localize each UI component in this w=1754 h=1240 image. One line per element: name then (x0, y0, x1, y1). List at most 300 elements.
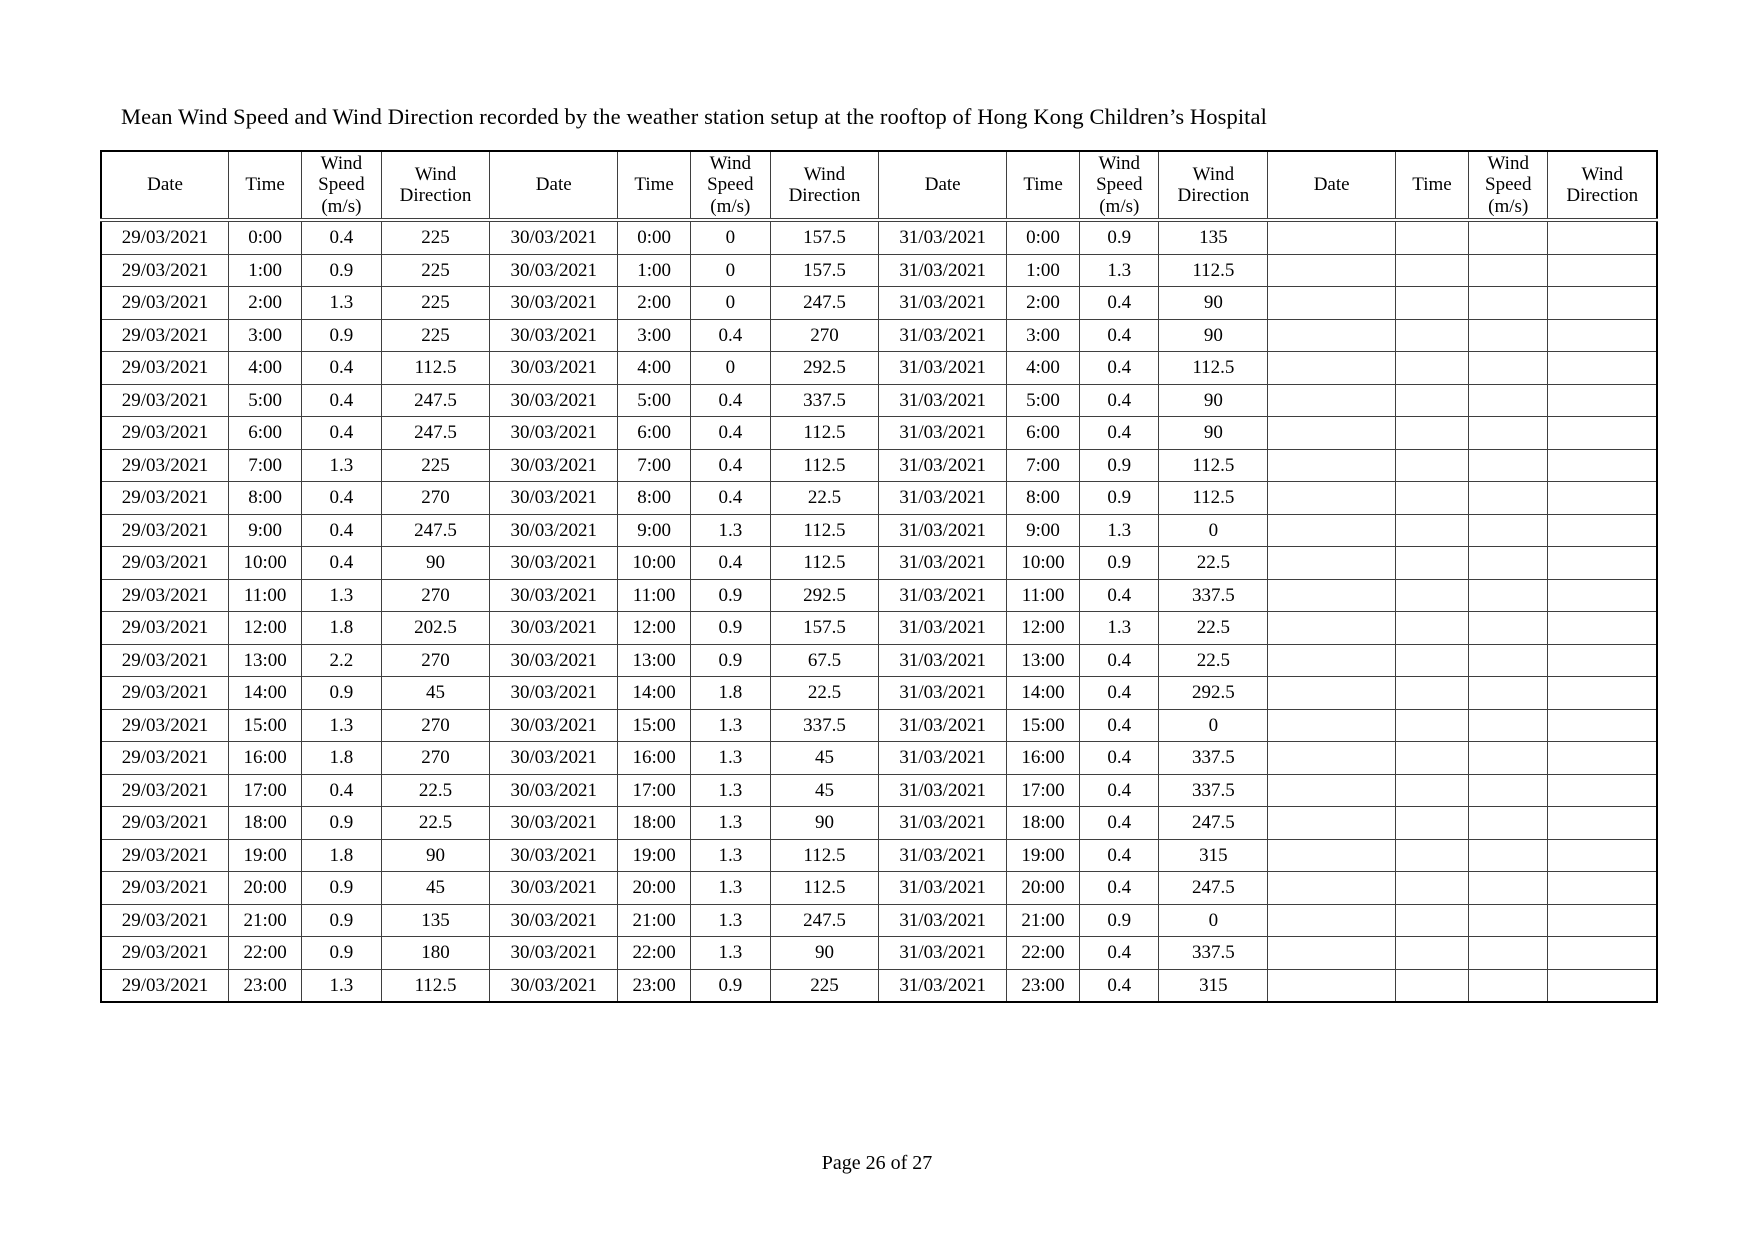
cell-speed: 1.3 (302, 709, 381, 742)
cell-direction: 112.5 (770, 417, 879, 450)
cell-direction (1548, 449, 1657, 482)
cell-speed: 0.9 (302, 807, 381, 840)
cell-date: 31/03/2021 (879, 417, 1007, 450)
cell-date: 31/03/2021 (879, 352, 1007, 385)
cell-date: 31/03/2021 (879, 254, 1007, 287)
cell-speed (1469, 352, 1548, 385)
cell-direction: 180 (381, 937, 490, 970)
table-row (101, 742, 1657, 775)
cell-date: 29/03/2021 (101, 319, 229, 352)
cell-date: 30/03/2021 (490, 417, 618, 450)
cell-date: 29/03/2021 (101, 677, 229, 710)
cell-date: 29/03/2021 (101, 449, 229, 482)
cell-time: 2:00 (1006, 287, 1079, 320)
cell-direction: 337.5 (770, 709, 879, 742)
column-header: Time (1395, 151, 1468, 220)
cell-time: 8:00 (618, 482, 691, 515)
cell-speed: 0.9 (302, 872, 381, 905)
cell-speed: 0.4 (302, 482, 381, 515)
cell-date (1268, 579, 1396, 612)
table-row (101, 547, 1657, 580)
cell-speed: 0.9 (1080, 482, 1159, 515)
cell-speed (1469, 774, 1548, 807)
cell-time: 2:00 (229, 287, 302, 320)
cell-time: 3:00 (1006, 319, 1079, 352)
cell-date: 31/03/2021 (879, 937, 1007, 970)
cell-direction: 45 (770, 774, 879, 807)
cell-direction (1548, 774, 1657, 807)
cell-date (1268, 319, 1396, 352)
cell-speed: 0.4 (302, 384, 381, 417)
cell-time: 1:00 (229, 254, 302, 287)
cell-time (1395, 872, 1468, 905)
cell-speed (1469, 644, 1548, 677)
column-header: Date (879, 151, 1007, 220)
table-row (101, 579, 1657, 612)
cell-direction: 0 (1159, 904, 1268, 937)
cell-time: 14:00 (618, 677, 691, 710)
cell-time: 4:00 (229, 352, 302, 385)
cell-time: 13:00 (618, 644, 691, 677)
cell-direction: 112.5 (770, 449, 879, 482)
cell-time: 20:00 (1006, 872, 1079, 905)
column-header: Wind Direction (381, 151, 490, 220)
cell-speed: 0 (691, 254, 770, 287)
cell-date: 29/03/2021 (101, 352, 229, 385)
cell-time: 1:00 (1006, 254, 1079, 287)
cell-date (1268, 547, 1396, 580)
cell-date: 30/03/2021 (490, 904, 618, 937)
cell-date: 31/03/2021 (879, 774, 1007, 807)
cell-time: 7:00 (618, 449, 691, 482)
cell-time (1395, 839, 1468, 872)
cell-time: 18:00 (618, 807, 691, 840)
cell-time (1395, 352, 1468, 385)
cell-direction (1548, 612, 1657, 645)
cell-time: 15:00 (229, 709, 302, 742)
cell-time: 23:00 (618, 969, 691, 1002)
cell-time: 16:00 (229, 742, 302, 775)
cell-date: 30/03/2021 (490, 220, 618, 254)
cell-time: 5:00 (618, 384, 691, 417)
cell-date: 29/03/2021 (101, 579, 229, 612)
cell-time: 17:00 (618, 774, 691, 807)
cell-time: 14:00 (1006, 677, 1079, 710)
cell-speed: 1.3 (302, 449, 381, 482)
cell-time (1395, 774, 1468, 807)
cell-direction: 45 (770, 742, 879, 775)
cell-speed: 1.3 (691, 839, 770, 872)
cell-time: 5:00 (1006, 384, 1079, 417)
cell-direction: 112.5 (1159, 254, 1268, 287)
cell-direction: 112.5 (1159, 352, 1268, 385)
cell-time: 20:00 (618, 872, 691, 905)
cell-direction (1548, 839, 1657, 872)
cell-date: 30/03/2021 (490, 287, 618, 320)
cell-speed (1469, 937, 1548, 970)
cell-time: 21:00 (229, 904, 302, 937)
cell-direction: 22.5 (770, 677, 879, 710)
cell-speed: 0.4 (1080, 677, 1159, 710)
cell-direction: 270 (770, 319, 879, 352)
cell-speed: 1.8 (302, 839, 381, 872)
cell-date: 31/03/2021 (879, 482, 1007, 515)
cell-time: 16:00 (618, 742, 691, 775)
cell-date: 30/03/2021 (490, 449, 618, 482)
cell-date: 31/03/2021 (879, 220, 1007, 254)
cell-speed (1469, 254, 1548, 287)
cell-date (1268, 482, 1396, 515)
table-row (101, 417, 1657, 450)
cell-date: 29/03/2021 (101, 612, 229, 645)
cell-date (1268, 417, 1396, 450)
cell-time: 11:00 (1006, 579, 1079, 612)
cell-date: 30/03/2021 (490, 839, 618, 872)
cell-date: 31/03/2021 (879, 449, 1007, 482)
cell-time: 19:00 (618, 839, 691, 872)
cell-time: 6:00 (618, 417, 691, 450)
cell-date: 29/03/2021 (101, 254, 229, 287)
cell-date (1268, 937, 1396, 970)
cell-direction: 112.5 (770, 547, 879, 580)
cell-speed: 0.4 (302, 220, 381, 254)
table-row (101, 677, 1657, 710)
column-header: Wind Speed (m/s) (1469, 151, 1548, 220)
page-number: Page 26 of 27 (821, 1152, 933, 1174)
table-row (101, 514, 1657, 547)
cell-direction (1548, 579, 1657, 612)
table-row (101, 254, 1657, 287)
cell-direction (1548, 220, 1657, 254)
cell-date: 30/03/2021 (490, 579, 618, 612)
cell-direction: 270 (381, 579, 490, 612)
cell-direction: 225 (381, 449, 490, 482)
cell-speed (1469, 709, 1548, 742)
table-body (101, 220, 1657, 1002)
cell-time: 13:00 (229, 644, 302, 677)
cell-speed: 0.4 (1080, 807, 1159, 840)
cell-direction: 337.5 (770, 384, 879, 417)
cell-date: 29/03/2021 (101, 287, 229, 320)
cell-time (1395, 742, 1468, 775)
column-header: Wind Direction (770, 151, 879, 220)
cell-date: 30/03/2021 (490, 514, 618, 547)
cell-date: 31/03/2021 (879, 872, 1007, 905)
cell-direction: 225 (381, 254, 490, 287)
cell-direction: 337.5 (1159, 774, 1268, 807)
cell-speed: 0.9 (1080, 220, 1159, 254)
cell-speed: 1.3 (691, 904, 770, 937)
cell-direction: 202.5 (381, 612, 490, 645)
cell-speed: 0.4 (302, 514, 381, 547)
cell-date: 29/03/2021 (101, 709, 229, 742)
cell-time (1395, 677, 1468, 710)
cell-speed: 2.2 (302, 644, 381, 677)
cell-direction: 0 (1159, 709, 1268, 742)
cell-direction: 135 (381, 904, 490, 937)
cell-speed: 0.4 (302, 352, 381, 385)
cell-speed: 0 (691, 352, 770, 385)
cell-speed (1469, 579, 1548, 612)
cell-time (1395, 579, 1468, 612)
cell-direction (1548, 644, 1657, 677)
cell-direction: 225 (381, 319, 490, 352)
cell-time: 17:00 (229, 774, 302, 807)
column-header: Wind Speed (m/s) (691, 151, 770, 220)
cell-time: 21:00 (1006, 904, 1079, 937)
cell-date: 31/03/2021 (879, 807, 1007, 840)
cell-direction: 45 (381, 872, 490, 905)
cell-date: 29/03/2021 (101, 774, 229, 807)
cell-direction: 247.5 (381, 514, 490, 547)
cell-direction: 22.5 (770, 482, 879, 515)
table-row (101, 482, 1657, 515)
cell-date (1268, 872, 1396, 905)
cell-time: 12:00 (1006, 612, 1079, 645)
cell-date: 30/03/2021 (490, 352, 618, 385)
cell-speed (1469, 287, 1548, 320)
cell-date: 30/03/2021 (490, 774, 618, 807)
cell-time: 9:00 (618, 514, 691, 547)
cell-speed: 1.8 (302, 612, 381, 645)
table-row (101, 612, 1657, 645)
cell-time: 21:00 (618, 904, 691, 937)
cell-time: 13:00 (1006, 644, 1079, 677)
cell-date: 31/03/2021 (879, 644, 1007, 677)
cell-speed: 0.4 (1080, 774, 1159, 807)
cell-time: 14:00 (229, 677, 302, 710)
cell-speed: 0.9 (691, 579, 770, 612)
cell-date: 29/03/2021 (101, 417, 229, 450)
cell-direction (1548, 969, 1657, 1002)
cell-direction (1548, 677, 1657, 710)
cell-direction: 292.5 (770, 579, 879, 612)
table-row (101, 384, 1657, 417)
table-header (101, 151, 1657, 220)
cell-date: 30/03/2021 (490, 872, 618, 905)
cell-speed: 0.9 (691, 612, 770, 645)
cell-speed (1469, 547, 1548, 580)
cell-speed: 0.9 (1080, 547, 1159, 580)
cell-time: 6:00 (229, 417, 302, 450)
cell-speed: 0 (691, 287, 770, 320)
column-header: Time (1006, 151, 1079, 220)
cell-speed: 0.4 (1080, 352, 1159, 385)
cell-direction (1548, 514, 1657, 547)
cell-time (1395, 482, 1468, 515)
cell-speed (1469, 514, 1548, 547)
cell-speed: 1.3 (1080, 254, 1159, 287)
cell-date (1268, 644, 1396, 677)
cell-direction: 315 (1159, 839, 1268, 872)
cell-time: 11:00 (618, 579, 691, 612)
cell-date: 31/03/2021 (879, 612, 1007, 645)
cell-direction (1548, 384, 1657, 417)
cell-time: 11:00 (229, 579, 302, 612)
table-header-row (101, 151, 1657, 220)
cell-direction: 112.5 (770, 839, 879, 872)
cell-date (1268, 904, 1396, 937)
cell-direction: 90 (381, 839, 490, 872)
column-header: Wind Speed (m/s) (302, 151, 381, 220)
column-header: Wind Direction (1548, 151, 1657, 220)
cell-time (1395, 287, 1468, 320)
cell-time: 9:00 (229, 514, 302, 547)
cell-speed: 0.4 (302, 417, 381, 450)
cell-time: 0:00 (618, 220, 691, 254)
cell-time (1395, 644, 1468, 677)
table-row (101, 709, 1657, 742)
cell-time: 17:00 (1006, 774, 1079, 807)
cell-direction: 45 (381, 677, 490, 710)
cell-date (1268, 449, 1396, 482)
cell-time: 15:00 (1006, 709, 1079, 742)
cell-direction: 337.5 (1159, 579, 1268, 612)
cell-speed: 0.4 (1080, 839, 1159, 872)
cell-time (1395, 449, 1468, 482)
cell-date (1268, 807, 1396, 840)
cell-time: 8:00 (229, 482, 302, 515)
cell-speed: 0.9 (1080, 449, 1159, 482)
cell-direction: 157.5 (770, 220, 879, 254)
cell-date: 30/03/2021 (490, 384, 618, 417)
cell-date: 30/03/2021 (490, 319, 618, 352)
cell-time: 18:00 (1006, 807, 1079, 840)
cell-time: 8:00 (1006, 482, 1079, 515)
cell-time (1395, 904, 1468, 937)
cell-time: 3:00 (229, 319, 302, 352)
cell-speed: 0.9 (302, 254, 381, 287)
cell-direction: 22.5 (381, 807, 490, 840)
cell-direction: 67.5 (770, 644, 879, 677)
cell-speed (1469, 969, 1548, 1002)
cell-time (1395, 514, 1468, 547)
cell-direction: 247.5 (1159, 807, 1268, 840)
cell-date (1268, 287, 1396, 320)
cell-speed: 0.4 (691, 482, 770, 515)
cell-date: 31/03/2021 (879, 579, 1007, 612)
cell-direction: 112.5 (770, 872, 879, 905)
cell-speed: 1.8 (302, 742, 381, 775)
column-header: Wind Direction (1159, 151, 1268, 220)
cell-date (1268, 220, 1396, 254)
cell-speed: 1.3 (691, 872, 770, 905)
cell-direction: 270 (381, 742, 490, 775)
cell-direction: 90 (1159, 384, 1268, 417)
cell-speed: 1.8 (691, 677, 770, 710)
cell-speed: 1.3 (1080, 514, 1159, 547)
cell-speed: 0.4 (691, 417, 770, 450)
cell-speed (1469, 742, 1548, 775)
cell-direction: 225 (381, 287, 490, 320)
cell-speed (1469, 807, 1548, 840)
cell-direction (1548, 352, 1657, 385)
cell-time: 5:00 (229, 384, 302, 417)
cell-time: 6:00 (1006, 417, 1079, 450)
cell-speed: 0.9 (302, 904, 381, 937)
cell-direction: 90 (1159, 319, 1268, 352)
cell-time: 4:00 (618, 352, 691, 385)
cell-direction: 90 (381, 547, 490, 580)
cell-speed: 0.9 (302, 937, 381, 970)
cell-direction: 247.5 (770, 904, 879, 937)
cell-time (1395, 384, 1468, 417)
cell-direction (1548, 709, 1657, 742)
cell-date: 31/03/2021 (879, 677, 1007, 710)
cell-speed: 0.4 (302, 774, 381, 807)
cell-time: 10:00 (1006, 547, 1079, 580)
table-row (101, 937, 1657, 970)
cell-date: 29/03/2021 (101, 969, 229, 1002)
cell-speed (1469, 872, 1548, 905)
cell-speed (1469, 220, 1548, 254)
cell-speed: 0 (691, 220, 770, 254)
cell-direction: 112.5 (381, 969, 490, 1002)
cell-speed: 0.4 (1080, 709, 1159, 742)
cell-speed: 0.9 (302, 677, 381, 710)
cell-direction (1548, 872, 1657, 905)
cell-speed (1469, 449, 1548, 482)
table-row (101, 449, 1657, 482)
cell-speed: 1.3 (691, 937, 770, 970)
cell-direction: 270 (381, 644, 490, 677)
cell-time (1395, 937, 1468, 970)
cell-speed (1469, 612, 1548, 645)
cell-time (1395, 807, 1468, 840)
cell-date: 30/03/2021 (490, 482, 618, 515)
cell-date (1268, 969, 1396, 1002)
page-title: Mean Wind Speed and Wind Direction recorded by the weather station setup at the rooftop of Hong Kong Children’s Hospital (121, 104, 1267, 129)
cell-speed: 0.4 (1080, 644, 1159, 677)
cell-time: 0:00 (1006, 220, 1079, 254)
cell-speed: 1.3 (691, 807, 770, 840)
cell-direction: 112.5 (770, 514, 879, 547)
cell-date: 31/03/2021 (879, 287, 1007, 320)
cell-direction: 22.5 (1159, 644, 1268, 677)
cell-date (1268, 514, 1396, 547)
table-row (101, 839, 1657, 872)
cell-time: 18:00 (229, 807, 302, 840)
cell-direction: 247.5 (381, 417, 490, 450)
cell-direction (1548, 904, 1657, 937)
cell-direction: 315 (1159, 969, 1268, 1002)
cell-direction: 247.5 (381, 384, 490, 417)
cell-direction: 135 (1159, 220, 1268, 254)
cell-date: 31/03/2021 (879, 384, 1007, 417)
table-row (101, 969, 1657, 1002)
cell-time: 22:00 (229, 937, 302, 970)
cell-direction: 90 (1159, 417, 1268, 450)
cell-date: 30/03/2021 (490, 937, 618, 970)
cell-speed: 0.4 (1080, 579, 1159, 612)
cell-date: 29/03/2021 (101, 220, 229, 254)
cell-date (1268, 709, 1396, 742)
cell-time: 22:00 (618, 937, 691, 970)
cell-date: 31/03/2021 (879, 709, 1007, 742)
table-row (101, 644, 1657, 677)
cell-direction: 112.5 (1159, 449, 1268, 482)
cell-time (1395, 220, 1468, 254)
cell-speed: 0.4 (691, 319, 770, 352)
cell-time: 23:00 (1006, 969, 1079, 1002)
cell-direction (1548, 937, 1657, 970)
column-header: Date (1268, 151, 1396, 220)
cell-speed (1469, 384, 1548, 417)
cell-speed: 0.4 (691, 449, 770, 482)
cell-time (1395, 969, 1468, 1002)
cell-time: 3:00 (618, 319, 691, 352)
cell-date (1268, 254, 1396, 287)
